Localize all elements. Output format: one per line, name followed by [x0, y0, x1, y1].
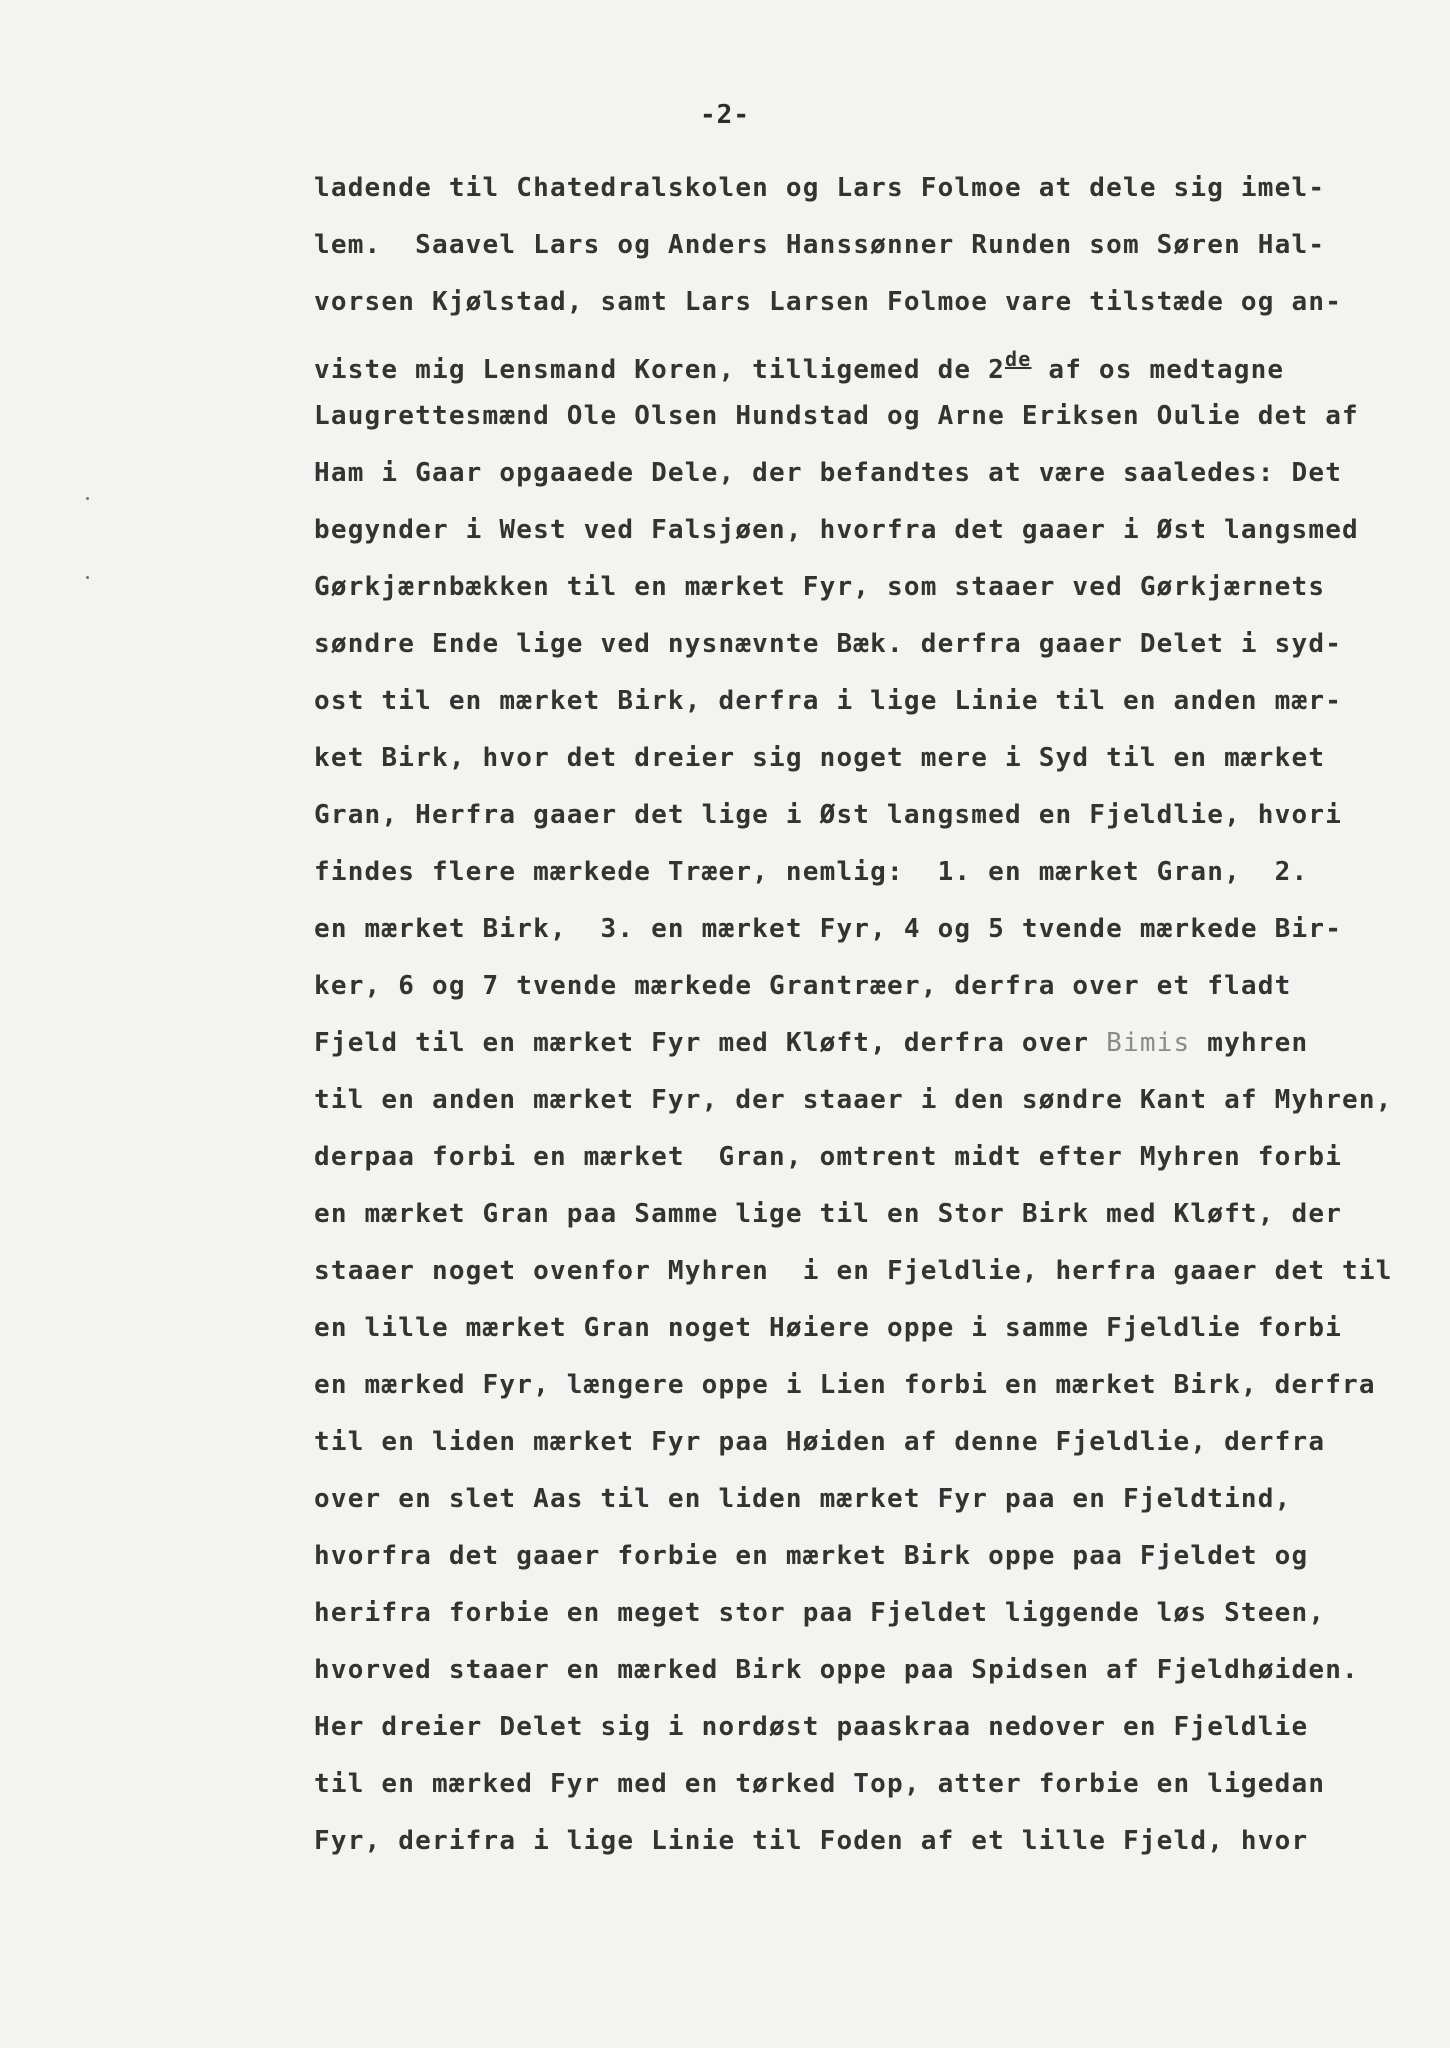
text-line: [314, 1357, 1434, 1414]
text-line: [314, 1129, 1434, 1186]
text-line: [314, 388, 1434, 445]
text-line: [314, 1072, 1434, 1129]
text-segment: viste mig Lensmand Koren, tilligemed de 2: [314, 355, 1005, 385]
text-segment: ket Birk, hvor det dreier sig noget mere i Syd til en mærket: [314, 743, 1326, 773]
text-segment: Gran, Herfra gaaer det lige i Øst langsmed en Fjeldlie, hvori: [314, 800, 1343, 830]
text-line: [314, 1471, 1434, 1528]
faded-text: Bimis: [1106, 1028, 1191, 1058]
text-segment: Fjeld til en mærket Fyr med Kløft, derfra over: [314, 1028, 1107, 1058]
text-segment: en mærked Fyr, længere oppe i Lien forbi en mærket Birk, derfra: [314, 1370, 1376, 1400]
text-segment: Laugrettesmænd Ole Olsen Hundstad og Arne Eriksen Oulie det af: [314, 401, 1359, 431]
text-line: [314, 1186, 1434, 1243]
text-line: [314, 901, 1434, 958]
text-segment: staaer noget ovenfor Myhren i en Fjeldlie, herfra gaaer det til: [314, 1256, 1393, 1286]
text-line: [314, 502, 1434, 559]
text-line: [314, 844, 1434, 901]
text-line: [314, 1756, 1434, 1813]
text-segment: Her dreier Delet sig i nordøst paaskraa nedover en Fjeldlie: [314, 1712, 1309, 1742]
text-line: [314, 1528, 1434, 1585]
text-segment: vorsen Kjølstad, samt Lars Larsen Folmoe vare tilstæde og an-: [314, 287, 1343, 317]
text-segment: myhren: [1190, 1028, 1309, 1058]
text-segment: herifra forbie en meget stor paa Fjeldet liggende løs Steen,: [314, 1598, 1326, 1628]
text-line: [314, 274, 1434, 331]
page-number: -2-: [700, 100, 750, 130]
superscript-text: de: [1005, 347, 1032, 371]
text-segment: hvorfra det gaaer forbie en mærket Birk oppe paa Fjeldet og: [314, 1541, 1309, 1571]
text-line: [314, 1414, 1434, 1471]
text-line: [314, 1585, 1434, 1642]
text-line: [314, 445, 1434, 502]
margin-speck: [86, 576, 89, 579]
text-segment: en lille mærket Gran noget Høiere oppe i samme Fjeldlie forbi: [314, 1313, 1343, 1343]
text-line: [314, 787, 1434, 844]
text-line: [314, 160, 1434, 217]
text-line: [314, 331, 1434, 388]
text-segment: en mærket Gran paa Samme lige til en Stor Birk med Kløft, der: [314, 1199, 1343, 1229]
text-line: [314, 1300, 1434, 1357]
text-line: [314, 673, 1434, 730]
text-line: [314, 958, 1434, 1015]
text-segment: til en liden mærket Fyr paa Høiden af denne Fjeldlie, derfra: [314, 1427, 1326, 1457]
text-segment: findes flere mærkede Træer, nemlig: 1. en mærket Gran, 2.: [314, 857, 1309, 887]
text-segment: lem. Saavel Lars og Anders Hanssønner Runden som Søren Hal-: [314, 230, 1326, 260]
text-segment: søndre Ende lige ved nysnævnte Bæk. derfra gaaer Delet i syd-: [314, 629, 1343, 659]
text-segment: Gørkjærnbækken til en mærket Fyr, som staaer ved Gørkjærnets: [314, 572, 1326, 602]
text-line: [314, 1015, 1434, 1072]
text-segment: begynder i West ved Falsjøen, hvorfra det gaaer i Øst langsmed: [314, 515, 1359, 545]
text-segment: Ham i Gaar opgaaede Dele, der befandtes at være saaledes: Det: [314, 458, 1343, 488]
text-segment: en mærket Birk, 3. en mærket Fyr, 4 og 5 tvende mærkede Bir-: [314, 914, 1343, 944]
text-segment: derpaa forbi en mærket Gran, omtrent midt efter Myhren forbi: [314, 1142, 1343, 1172]
text-line: [314, 559, 1434, 616]
text-segment: ladende til Chatedralskolen og Lars Folmoe at dele sig imel-: [314, 173, 1326, 203]
text-segment: til en anden mærket Fyr, der staaer i den søndre Kant af Myhren,: [314, 1085, 1393, 1115]
text-segment: hvorved staaer en mærked Birk oppe paa Spidsen af Fjeldhøiden.: [314, 1655, 1359, 1685]
text-line: [314, 1699, 1434, 1756]
text-segment: til en mærked Fyr med en tørked Top, atter forbie en ligedan: [314, 1769, 1326, 1799]
text-line: [314, 616, 1434, 673]
text-segment: Fyr, derifra i lige Linie til Foden af et lille Fjeld, hvor: [314, 1826, 1309, 1856]
text-segment: ost til en mærket Birk, derfra i lige Linie til en anden mær-: [314, 686, 1343, 716]
text-segment: ker, 6 og 7 tvende mærkede Grantræer, derfra over et fladt: [314, 971, 1292, 1001]
text-line: [314, 217, 1434, 274]
typewritten-text-body: [314, 160, 1434, 1870]
text-line: [314, 1243, 1434, 1300]
text-line: [314, 730, 1434, 787]
text-segment: over en slet Aas til en liden mærket Fyr paa en Fjeldtind,: [314, 1484, 1292, 1514]
text-line: [314, 1813, 1434, 1870]
margin-speck: [86, 497, 89, 500]
text-line: [314, 1642, 1434, 1699]
text-segment: af os medtagne: [1031, 355, 1285, 385]
